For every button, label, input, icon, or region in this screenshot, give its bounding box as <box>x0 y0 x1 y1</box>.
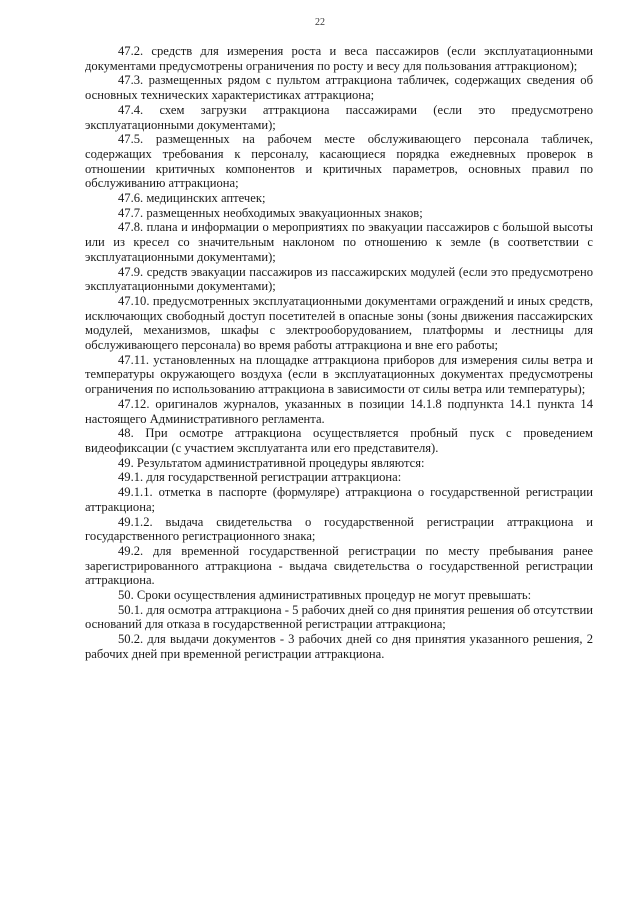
paragraph-50: 50. Сроки осуществления административных процедур не могут превышать: <box>118 588 532 603</box>
paragraph-47-5: 47.5. размещенных на рабочем месте обслуживающего персонала табличек, содержащих требования к персоналу, касающиеся порядка ежедневных проверок в отношении критичных компонентов и критичных параметров, основных правил по обслуживанию аттракциона; <box>85 132 593 191</box>
paragraph-49-2: 49.2. для временной государственной регистрации по месту пребывания ранее зарегистрированного аттракциона - выдача свидетельства о государственной регистрации аттракциона. <box>85 543 593 588</box>
paragraph-47-11: 47.11. установленных на площадке аттракциона приборов для измерения силы ветра и температуры окружающего воздуха (если в эксплуатационных документах предусмотрены ограничения по использованию аттракциона в зависимости от силы ветра или температуры); <box>85 352 593 397</box>
paragraph-50-2: 50.2. для выдачи документов - 3 рабочих дней со дня принятия указанного решения, 2 рабочих дней при временной регистрации аттракциона. <box>85 632 593 661</box>
paragraph-50-1: 50.1. для осмотра аттракциона - 5 рабочих дней со дня принятия решения об отсутствии оснований для отказа в государственной регистрации аттракциона; <box>85 602 593 632</box>
paragraph-47-2: 47.2. средств для измерения роста и веса пассажиров (если эксплуатационными документами предусмотрены ограничения по росту и весу для пользования аттракционом); <box>85 44 593 73</box>
paragraph-48: 48. При осмотре аттракциона осуществляется пробный пуск с проведением видеофиксации (с участием эксплуатанта или его представителя). <box>85 426 593 455</box>
paragraph-49-1-1: 49.1.1. отметка в паспорте (формуляре) аттракциона о государственной регистрации аттракциона; <box>85 485 593 514</box>
document-body <box>85 44 593 662</box>
paragraph-47-3: 47.3. размещенных рядом с пультом аттракциона табличек, содержащих сведения об основных технических характеристиках аттракциона; <box>85 73 593 103</box>
paragraph-47-4: 47.4. схем загрузки аттракциона пассажирами (если это предусмотрено эксплуатационными документами); <box>85 102 593 132</box>
paragraph-47-8: 47.8. плана и информации о мероприятиях по эвакуации пассажиров с большой высоты или из кресел со значительным наклоном по отношению к земле (в соответствии с эксплуатационными документами); <box>85 220 593 264</box>
paragraph-49-1-2: 49.1.2. выдача свидетельства о государственной регистрации аттракциона и государственного регистрационного знака; <box>85 514 593 544</box>
paragraph-47-6: 47.6. медицинских аптечек; <box>118 191 266 206</box>
page-number: 22 <box>315 17 325 28</box>
paragraph-47-10: 47.10. предусмотренных эксплуатационными документами ограждений и иных средств, исключающих свободный доступ посетителей в опасные зоны (зоны движения пассажирских модулей, механизмов, шкафы с электрооборудованием, платформы и лестницы для обслуживающего персонала) во время работы аттракциона и вне его работы; <box>85 293 593 353</box>
paragraph-47-12: 47.12. оригиналов журналов, указанных в позиции 14.1.8 подпункта 14.1 пункта 14 настоящего Административного регламента. <box>85 396 593 426</box>
paragraph-49: 49. Результатом административной процедуры являются: <box>118 455 425 470</box>
paragraph-49-1: 49.1. для государственной регистрации аттракциона: <box>118 470 402 485</box>
paragraph-47-7: 47.7. размещенных необходимых эвакуационных знаков; <box>118 205 423 220</box>
paragraph-47-9: 47.9. средств эвакуации пассажиров из пассажирских модулей (если это предусмотрено эксплуатационными документами); <box>85 264 593 294</box>
